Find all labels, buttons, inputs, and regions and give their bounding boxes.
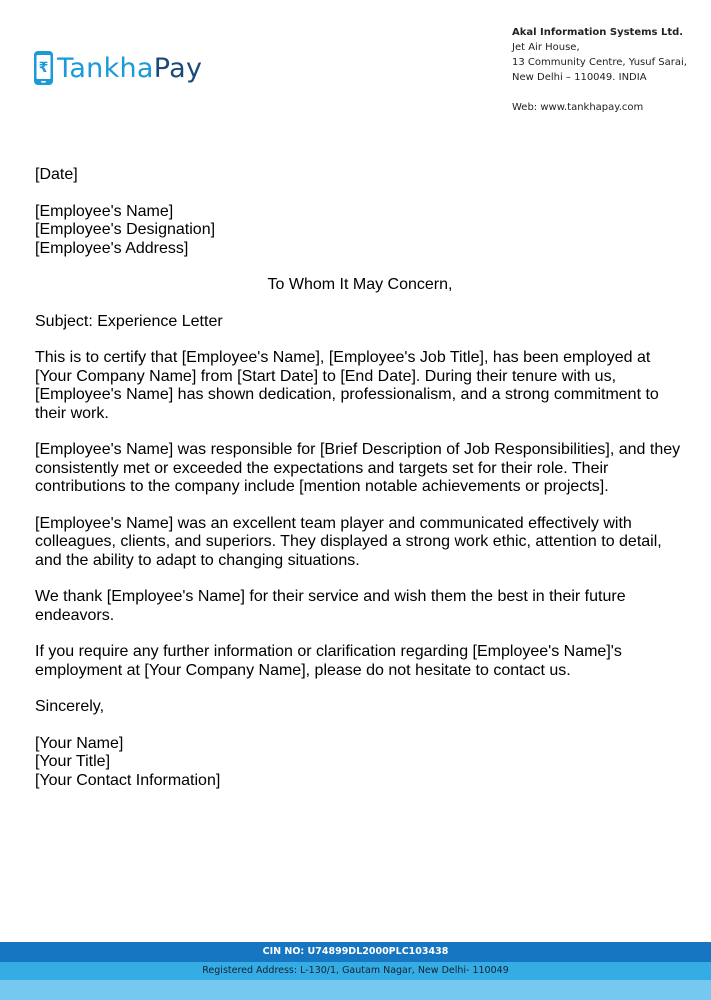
footer-bottom-band: [0, 980, 711, 1000]
company-name: Akal Information Systems Ltd.: [512, 27, 684, 38]
recipient-address: [Employee's Address]: [35, 239, 189, 257]
company-address-line3: New Delhi – 110049. INDIA: [512, 72, 647, 83]
paragraph-thanks: We thank [Employee's Name] for their service and wish them the best in their future endeavors.: [35, 588, 626, 624]
rupee-symbol: ₹: [38, 60, 49, 76]
company-web: Web: www.tankhapay.com: [512, 102, 644, 113]
signature-name: [Your Name]: [35, 734, 124, 752]
footer-cin: CIN NO: U74899DL2000PLC103438: [0, 942, 711, 962]
recipient-designation: [Employee's Designation]: [35, 221, 216, 238]
footer-registered-address: Registered Address: L-130/1, Gautam Nagar, New Delhi- 110049: [0, 962, 711, 980]
company-info: [512, 25, 687, 115]
paragraph-teamwork: [Employee's Name] was an excellent team player and communicated effectively with colleagues, clients, and superiors. They displayed a strong work ethic, attention to detail, and the ability to adapt to changing situations.: [35, 514, 662, 569]
paragraph-contact: If you require any further information or clarification regarding [Employee's Name]'s employment at [Your Company Name], please do not hesitate to contact us.: [35, 643, 622, 679]
logo-text-pay: Pay: [153, 52, 203, 84]
signature-contact: [Your Contact Information]: [35, 771, 221, 789]
letter-date: [Date]: [35, 166, 78, 183]
tankhapay-logo: [33, 50, 202, 86]
logo-wordmark: [57, 52, 203, 84]
paragraph-certification: This is to certify that [Employee's Name], [Employee's Job Title], has been employed at [Your Company Name] from [Start Date] to [End Date]. During their tenure with us, [Employee's Name] has shown dedication, professionalism, and a strong commitment to their work.: [35, 349, 659, 422]
paragraph-responsibilities: [Employee's Name] was responsible for [Brief Description of Job Responsibilities], and they consistently met or exceeded the expectations and targets set for their role. Their contributions to the company include [mention notable achievements or projects].: [35, 441, 681, 495]
salutation: To Whom It May Concern,: [267, 276, 453, 293]
letter-body: [35, 166, 685, 790]
logo-text-tankha: Tankha: [57, 52, 154, 84]
recipient-name: [Employee's Name]: [35, 202, 174, 220]
company-address-line1: Jet Air House,: [512, 42, 580, 53]
closing: Sincerely,: [35, 698, 105, 715]
phone-rupee-icon: [33, 50, 54, 86]
company-address-line2: 13 Community Centre, Yusuf Sarai,: [512, 57, 687, 68]
subject-line: Subject: Experience Letter: [35, 312, 223, 330]
signature-title: [Your Title]: [35, 753, 111, 770]
